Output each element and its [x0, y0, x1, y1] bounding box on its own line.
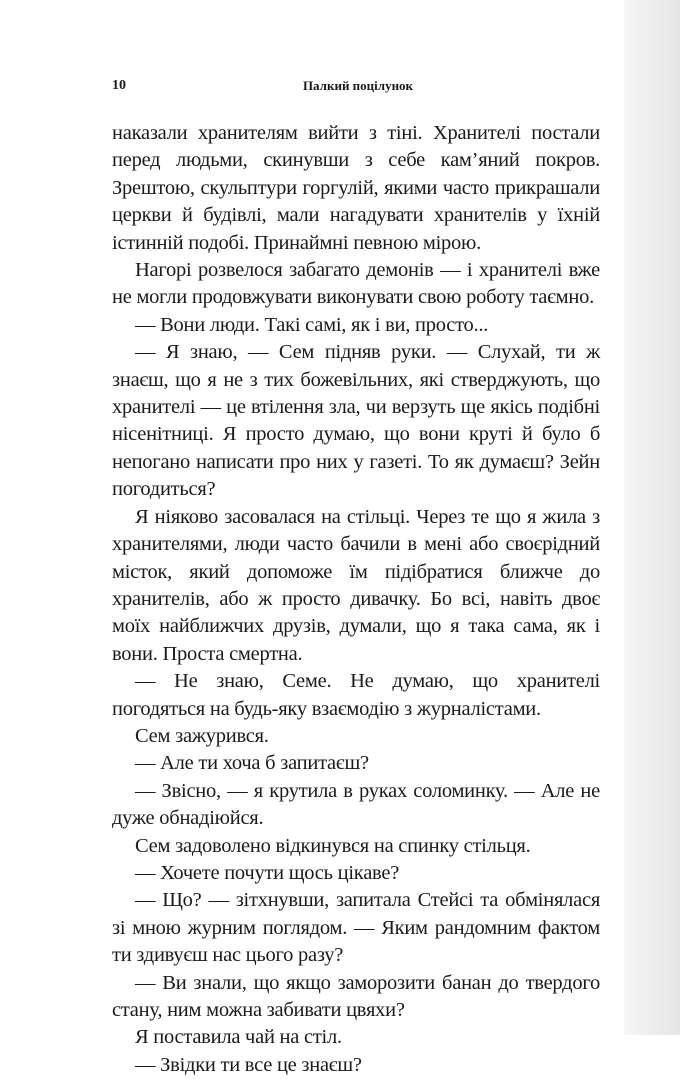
paragraph: наказали хранителям вийти з тіні. Хранителі постали перед людьми, скинувши з себе кам’яний покров. Зрештою, скульптури горгулій, якими часто прикрашали церкви й будівлі, мали нагадувати хранителів у їхній істинній подобі. Принаймні певною мірою.	[112, 122, 600, 254]
paragraph: — Ви знали, що якщо заморозити банан до твердого стану, ним можна забивати цвяхи?	[112, 971, 600, 1021]
paragraph: Нагорі розвелося забагато демонів — і хранителі вже не могли продовжувати виконувати свою роботу таємно.	[112, 259, 600, 309]
paragraph: Я поставила чай на стіл.	[135, 1026, 342, 1049]
paragraph: — Я знаю, — Сем підняв руки. — Слухай, ти ж знаєш, що я не з тих божевільних, які стверджують, що хранителі — це втілення зла, чи верзуть ще якісь подібні нісенітниці. Я просто думаю, що вони круті й було б непогано написати про них у газеті. То як думаєш? Зейн погодиться?	[112, 341, 600, 501]
paragraph: Сем задоволено відкинувся на спинку стільця.	[135, 834, 531, 857]
paragraph: — Хочете почути щось цікаве?	[135, 861, 400, 884]
paragraph: — Звісно, — я крутила в руках соломинку. — Але не дуже обнадіюйся.	[112, 779, 600, 830]
paragraph: — Що? — зітхнувши, запитала Стейсі та обмінялася зі мною журним поглядом. — Яким рандомним фактом ти здивуєш нас цього разу?	[112, 889, 600, 967]
paragraph: Я ніяково засовалася на стільці. Через те що я жила з хранителями, люди часто бачили в мені або своєрідний місток, який допоможе їм підібратися ближче до хранителів, або ж просто дивачку. Бо всі, навіть двоє моїх найближчих друзів, думали, що я така сама, як і вони. Проста смертна.	[112, 505, 600, 665]
running-title: Палкий поцілунок	[302, 78, 414, 93]
paragraph: — Вони люди. Такі самі, як і ви, просто...	[135, 313, 489, 336]
text-body	[112, 120, 600, 1079]
paragraph: — Не знаю, Семе. Не думаю, що хранителі погодяться на будь-яку взаємодію з журналістами.	[112, 670, 600, 720]
page-gutter-shadow	[624, 0, 680, 1035]
paragraph: — Звідки ти все це знаєш?	[135, 1053, 362, 1076]
paragraph: — Але ти хоча б запитаєш?	[135, 752, 369, 775]
page-number: 10	[112, 78, 126, 93]
paragraph: Сем зажурився.	[135, 724, 269, 747]
